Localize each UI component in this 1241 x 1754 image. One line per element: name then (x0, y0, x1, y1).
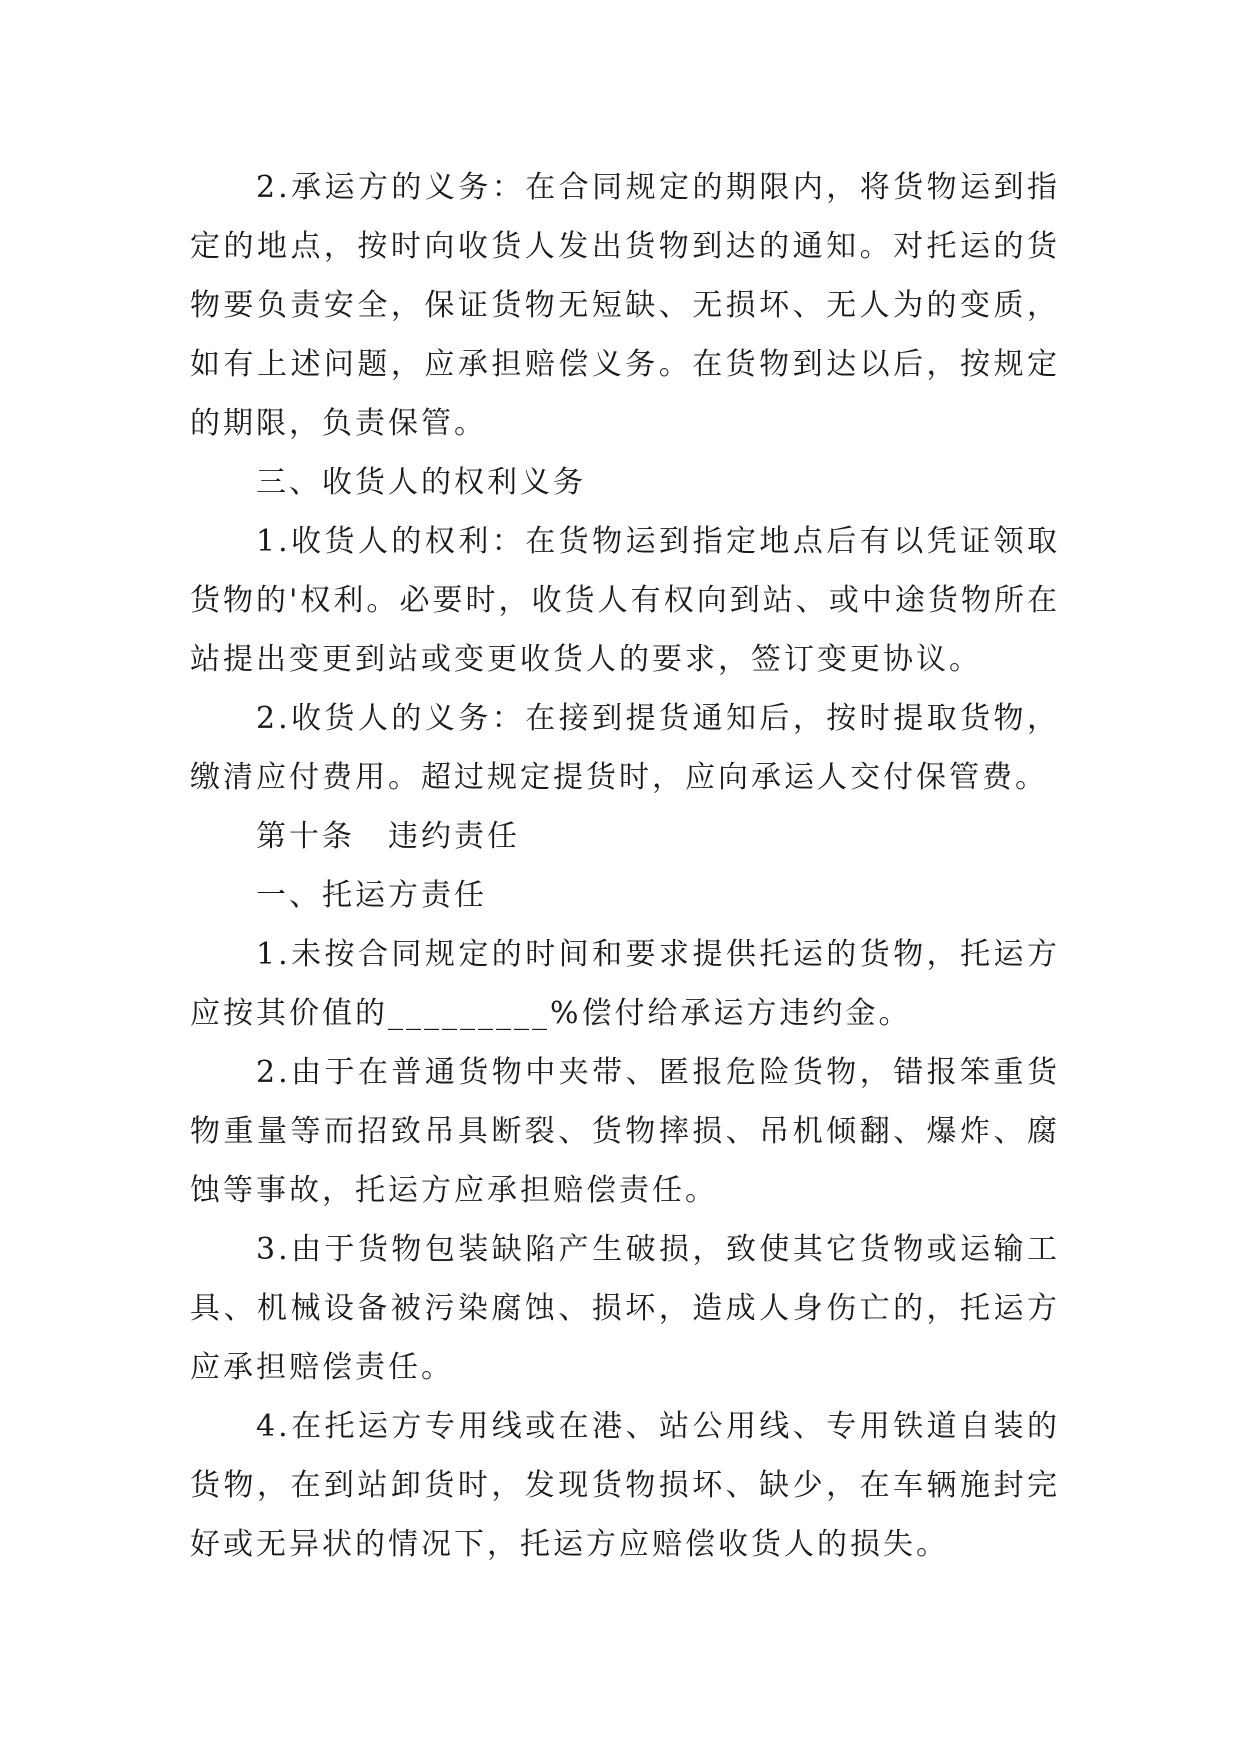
heading-consignee-rights-obligations: 三、收货人的权利义务 (256, 465, 586, 500)
paragraph-shipper-liability-4: 4.在托运方专用线或在港、站公用线、专用铁道自装的货物，在到站卸货时，发现货物损坏、缺少，在车辆施封完好或无异状的情况下，托运方应赔偿收货人的损失。 (190, 1409, 1060, 1562)
paragraph-consignee-obligations: 2.收货人的义务：在接到提货通知后，按时提取货物，缴清应付费用。超过规定提货时，应向承运人交付保管费。 (190, 701, 1060, 795)
paragraph-shipper-liability-3: 3.由于货物包装缺陷产生破损，致使其它货物或运输工具、机械设备被污染腐蚀、损坏，造成人身伤亡的，托运方应承担赔偿责任。 (190, 1232, 1060, 1385)
heading-shipper-liability: 一、托运方责任 (256, 878, 487, 913)
paragraph-carrier-obligations: 2.承运方的义务：在合同规定的期限内，将货物运到指定的地点，按时向收货人发出货物到达的通知。对托运的货物要负责安全，保证货物无短缺、无损坏、无人为的变质，如有上述问题，应承担赔偿义务。在货物到达以后，按规定的期限，负责保管。 (190, 170, 1060, 441)
document-body (190, 158, 1060, 1574)
paragraph-shipper-liability-2: 2.由于在普通货物中夹带、匿报危险货物，错报笨重货物重量等而招致吊具断裂、货物摔损、吊机倾翻、爆炸、腐蚀等事故，托运方应承担赔偿责任。 (190, 1055, 1060, 1208)
heading-article-ten: 第十条 违约责任 (256, 819, 520, 854)
paragraph-shipper-liability-1: 1.未按合同规定的时间和要求提供托运的货物，托运方应按其价值的_________%偿付给承运方违约金。 (190, 937, 1060, 1031)
paragraph-consignee-rights: 1.收货人的权利：在货物运到指定地点后有以凭证领取货物的'权利。必要时，收货人有权向到站、或中途货物所在站提出变更到站或变更收货人的要求，签订变更协议。 (190, 524, 1060, 677)
